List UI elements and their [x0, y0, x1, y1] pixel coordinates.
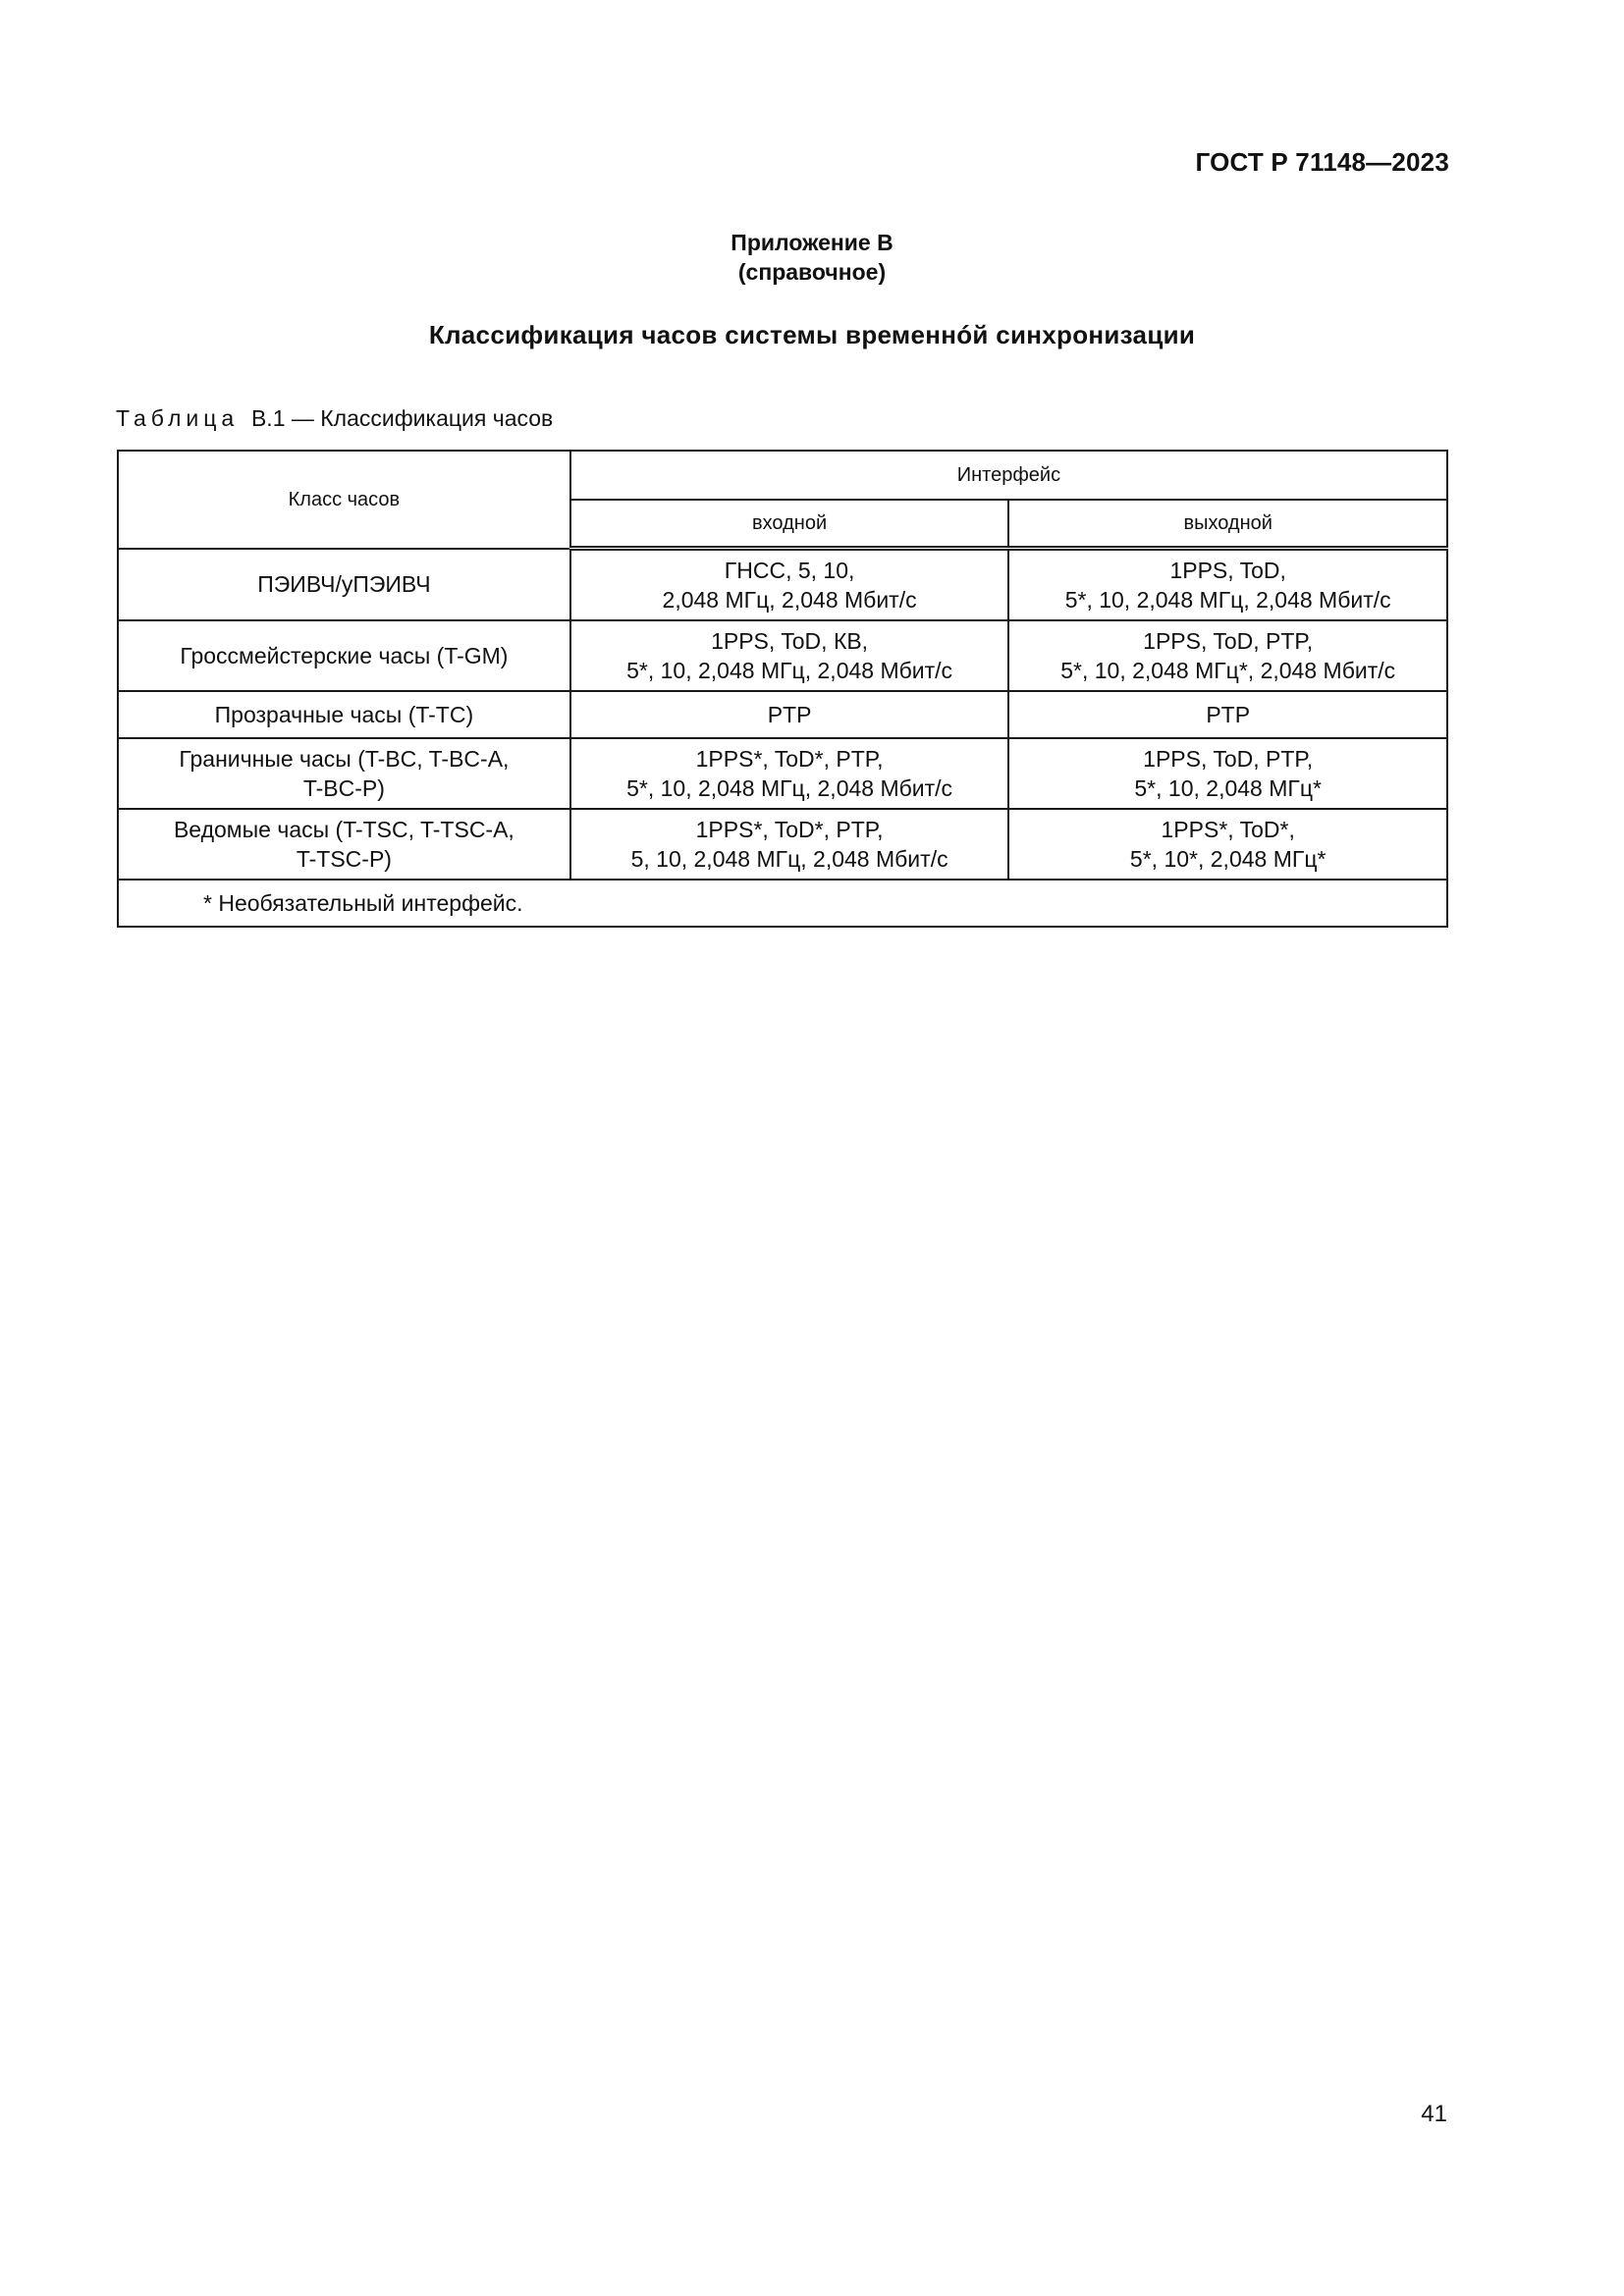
section-heading: Классификация часов системы временнóй синхронизации: [428, 320, 1196, 349]
cell-input: [570, 738, 1009, 809]
cell-line: 2,048 МГц, 2,048 Мбит/с: [662, 587, 917, 613]
cell-line: ГНСС, 5, 10,: [724, 558, 855, 583]
cell-line: T-TSC-P): [296, 846, 392, 872]
cell-line: PTP: [767, 702, 812, 727]
cell-line: ПЭИВЧ/уПЭИВЧ: [257, 571, 431, 598]
cell-line: 5*, 10, 2,048 МГц, 2,048 Мбит/с: [626, 658, 953, 683]
cell-line: Гроссмейстерские часы (T-GM): [180, 643, 509, 668]
table-footnote-row: [118, 880, 1447, 927]
cell-line: 5*, 10, 2,048 МГц, 2,048 Мбит/с: [626, 775, 953, 801]
cell-line: 5*, 10, 2,048 МГц*: [1134, 775, 1322, 801]
cell-output: [1008, 809, 1447, 880]
clock-classification-table: [117, 450, 1448, 928]
cell-clock-class: [118, 620, 570, 691]
cell-line: Граничные часы (T-BC, T-BC-A,: [179, 746, 510, 772]
header-input: входной: [570, 500, 1009, 549]
cell-line: 1PPS, ToD, PTP,: [1143, 746, 1314, 772]
cell-line: 1PPS*, ToD*, PTP,: [695, 746, 884, 772]
table-footnote: * Необязательный интерфейс.: [118, 880, 1447, 927]
cell-line: T-BC-P): [302, 775, 385, 801]
table-row: [118, 691, 1447, 738]
cell-line: 5*, 10*, 2,048 МГц*: [1129, 846, 1326, 872]
table-row: [118, 809, 1447, 880]
cell-line: Ведомые часы (T-TSC, T-TSC-A,: [173, 817, 514, 842]
cell-line: 5*, 10, 2,048 МГц, 2,048 Мбит/с: [1064, 587, 1391, 613]
cell-output: [1008, 738, 1447, 809]
header-clock-class: Класс часов: [118, 451, 570, 549]
cell-output: [1008, 691, 1447, 738]
standard-number: ГОСТ Р 71148—2023: [1195, 147, 1449, 177]
cell-line: 5*, 10, 2,048 МГц*, 2,048 Мбит/с: [1060, 658, 1396, 683]
cell-clock-class: [118, 809, 570, 880]
cell-line: PTP: [1206, 702, 1251, 727]
cell-clock-class: [118, 738, 570, 809]
cell-input: [570, 620, 1009, 691]
cell-line: 1PPS, ToD,: [1169, 558, 1286, 583]
page-number: 41: [1421, 2101, 1447, 2127]
cell-line: 1PPS, ToD, PTP,: [1143, 628, 1314, 654]
appendix-title: Приложение В: [731, 230, 893, 255]
header-output: выходной: [1008, 500, 1447, 549]
cell-clock-class: [118, 691, 570, 738]
cell-output: [1008, 620, 1447, 691]
cell-line: 1PPS*, ToD*,: [1161, 817, 1295, 842]
cell-output: [1008, 549, 1447, 621]
header-interface: Интерфейс: [570, 451, 1447, 500]
appendix-subtitle: (справочное): [737, 259, 887, 285]
cell-line: Прозрачные часы (T-TC): [214, 702, 474, 727]
table-row: [118, 620, 1447, 691]
table-caption: [116, 405, 553, 432]
cell-line: 5, 10, 2,048 МГц, 2,048 Мбит/с: [630, 846, 948, 872]
appendix-title-block: [0, 228, 1624, 287]
cell-line: 1PPS, ToD, КВ,: [711, 628, 869, 654]
table-row: [118, 738, 1447, 809]
table-row: [118, 549, 1447, 621]
cell-input: [570, 809, 1009, 880]
cell-line: 1PPS*, ToD*, PTP,: [695, 817, 884, 842]
cell-clock-class: [118, 549, 570, 621]
cell-input: [570, 549, 1009, 621]
table-caption-text: В.1 — Классификация часов: [250, 405, 554, 431]
table-caption-label: Таблица: [116, 405, 240, 431]
cell-input: [570, 691, 1009, 738]
